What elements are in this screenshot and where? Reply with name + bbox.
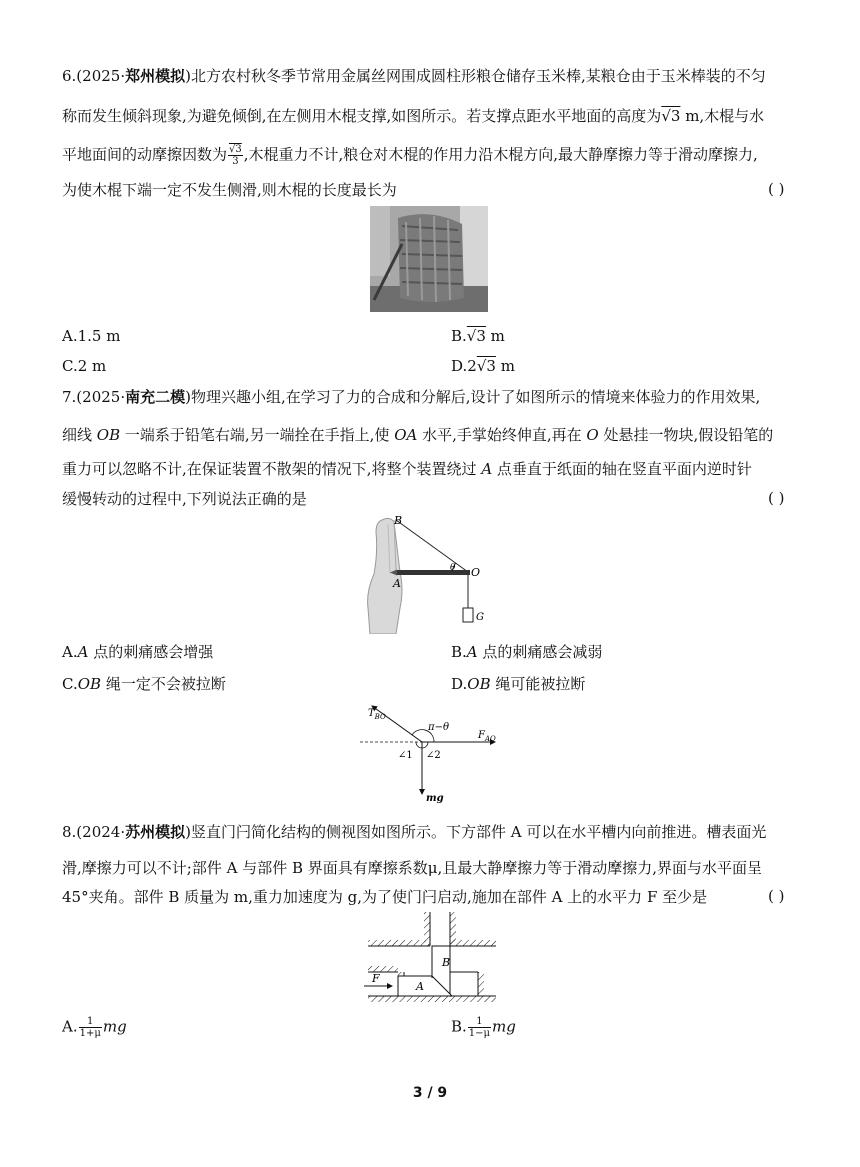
q7-label-b: B — [394, 514, 403, 527]
q6-line2: 称而发生倾斜现象,为避免倾倒,在左侧用木棍支撑,如图所示。若支撑点距水平地面的高度为√3 m,木棍与水 — [62, 107, 765, 125]
q8-label-b: B — [442, 956, 451, 969]
q7-label-theta: θ — [450, 563, 456, 573]
q8-label-a: A — [416, 980, 424, 993]
q7-option-b: B.A 点的刺痛感会减弱 — [451, 643, 603, 661]
q6-mu-fraction: $\frac{√3}{3}$ — [229, 144, 242, 167]
q6-granary-photo — [370, 206, 488, 312]
q7-force-angle2: ∠2 — [426, 750, 441, 761]
q7-force-f: $F_{AO}$ — [478, 730, 496, 743]
q6-option-d: D.2√3 m — [451, 357, 515, 375]
q6-line4: 为使木棍下端一定不发生侧滑,则木棍的长度最长为 — [62, 181, 397, 199]
q8-line2: 滑,摩擦力可以不计;部件 A 与部件 B 界面具有摩擦系数μ,且最大静摩擦力等于滑动摩擦力,界面与水平面呈 — [62, 859, 763, 877]
q7-line2: 细线 OB 一端系于铅笔右端,另一端拴在手指上,使 OA 水平,手掌始终伸直,再在 O 处悬挂一物块,假设铅笔的 — [62, 426, 774, 444]
q6-line3: 平地面间的动摩擦因数为 $\frac{√3}{3}$ ,木棍重力不计,粮仓对木棍的作用力沿木棍方向,最大静摩擦力等于滑动摩擦力, — [62, 144, 758, 167]
q7-force-diagram — [360, 700, 520, 804]
q7-label-o: O — [471, 566, 481, 579]
q8-latch-figure — [362, 912, 502, 1012]
q6-answer-paren: ( ) — [768, 180, 785, 198]
q8-answer-paren: ( ) — [768, 887, 785, 905]
q7-option-a: A.A 点的刺痛感会增强 — [62, 643, 214, 661]
q8-option-a: A. $\frac{1}{1+\mu}$ mg — [62, 1016, 127, 1039]
q8-line1: 8.(2024·苏州模拟)竖直门闩简化结构的侧视图如图所示。下方部件 A 可以在水平槽内向前推进。槽表面光 — [62, 823, 767, 841]
q7-force-mg: mg — [426, 793, 444, 804]
q7-label-g: G — [476, 612, 484, 623]
q7-line4: 缓慢转动的过程中,下列说法正确的是 — [62, 490, 307, 508]
q7-answer-paren: ( ) — [768, 489, 785, 507]
q8-line3: 45°夹角。部件 B 质量为 m,重力加速度为 g,为了使门闩启动,施加在部件 A 上的水平力 F 至少是 — [62, 888, 708, 906]
q7-force-angle1: ∠1 — [398, 750, 413, 761]
q7-option-d: D.OB 绳可能被拉断 — [451, 675, 586, 693]
q8-source: 苏州模拟 — [125, 823, 186, 841]
q7-force-t: $T_{BO}$ — [368, 708, 386, 721]
q6-option-b: B.√3 m — [451, 327, 505, 345]
q7-option-c: C.OB 绳一定不会被拉断 — [62, 675, 226, 693]
q6-option-c: C.2 m — [62, 357, 107, 375]
q7-force-angle: π−θ — [428, 722, 449, 733]
q7-line1: 7.(2025·南充二模)物理兴趣小组,在学习了力的合成和分解后,设计了如图所示的情境来体验力的作用效果, — [62, 388, 761, 406]
q8-option-b: B. $\frac{1}{1-\mu}$ mg — [451, 1016, 516, 1039]
q6-option-a: A.1.5 m — [62, 327, 121, 345]
q7-hand-pencil-figure — [360, 512, 500, 634]
q8-label-f: F — [372, 972, 380, 985]
q7-line3: 重力可以忽略不计,在保证装置不散架的情况下,将整个装置绕过 A 点垂直于纸面的轴在竖直平面内逆时针 — [62, 460, 752, 478]
q6-line1: 6.(2025·郑州模拟)北方农村秋冬季节常用金属丝网围成圆柱形粮仓储存玉米棒,某粮仓由于玉米棒装的不匀 — [62, 67, 766, 85]
q7-source: 南充二模 — [125, 388, 186, 406]
q6-source: 郑州模拟 — [125, 67, 186, 85]
page-number: 3 / 9 — [412, 1085, 448, 1101]
q7-label-a: A — [393, 577, 401, 590]
